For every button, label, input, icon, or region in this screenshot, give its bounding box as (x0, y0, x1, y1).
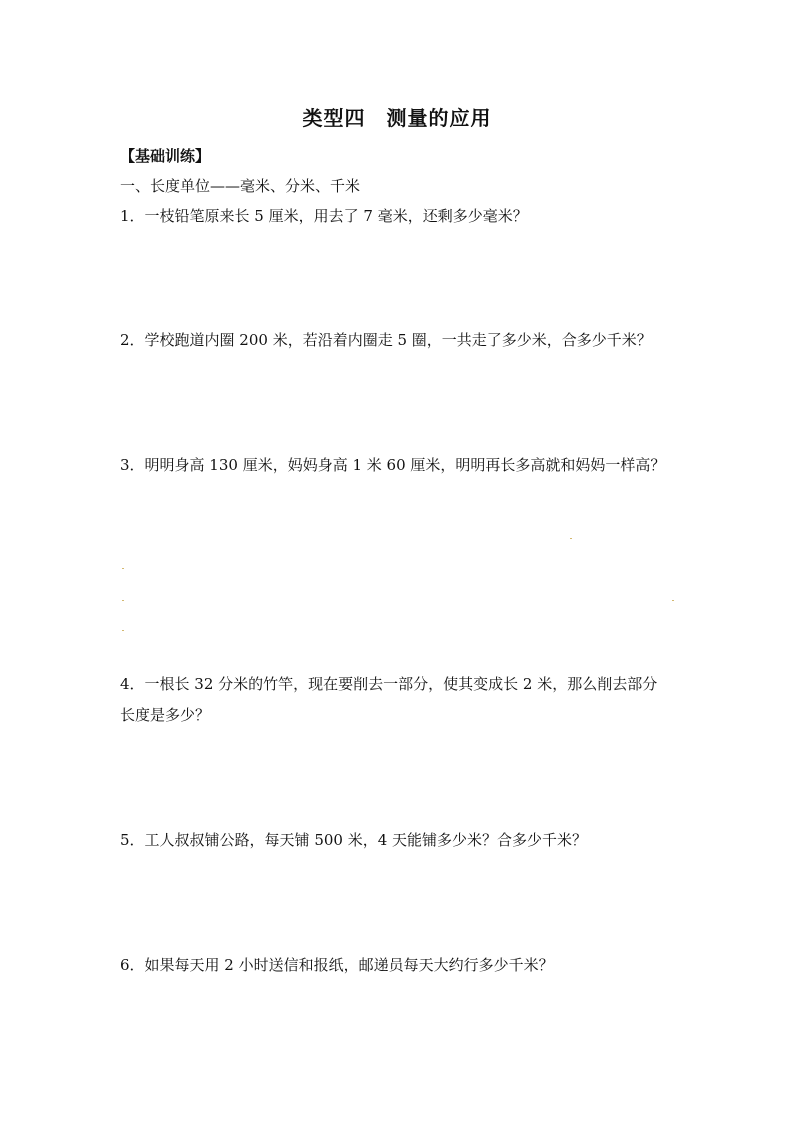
stray-mark (122, 630, 124, 631)
subsection-title: 一、长度单位——毫米、分米、千米 (120, 177, 361, 195)
question-5: 5．工人叔叔铺公路，每天铺 500 米，4 天能铺多少米？合多少千米？ (120, 831, 588, 849)
page-title: 类型四 测量的应用 (302, 106, 492, 130)
stray-mark (122, 568, 124, 569)
stray-mark (672, 600, 674, 601)
question-2: 2．学校跑道内圈 200 米，若沿着内圈走 5 圈，一共走了多少米，合多少千米？ (120, 331, 652, 349)
question-4: 4．一根长 32 分米的竹竿，现在要削去一部分，使其变成长 2 米，那么削去部分 (120, 675, 658, 693)
section-label: 【基础训练】 (120, 147, 211, 165)
question-3: 3．明明身高 130 厘米，妈妈身高 1 米 60 厘米，明明再长多高就和妈妈一样高？ (120, 456, 666, 474)
question-6: 6．如果每天用 2 小时送信和报纸，邮递员每天大约行多少千米？ (120, 956, 554, 974)
stray-mark (570, 538, 572, 539)
question-1: 1．一枝铅笔原来长 5 厘米，用去了 7 毫米，还剩多少毫米？ (120, 207, 528, 225)
stray-mark (122, 600, 124, 601)
question-4-continuation: 长度是多少？ (120, 706, 211, 724)
